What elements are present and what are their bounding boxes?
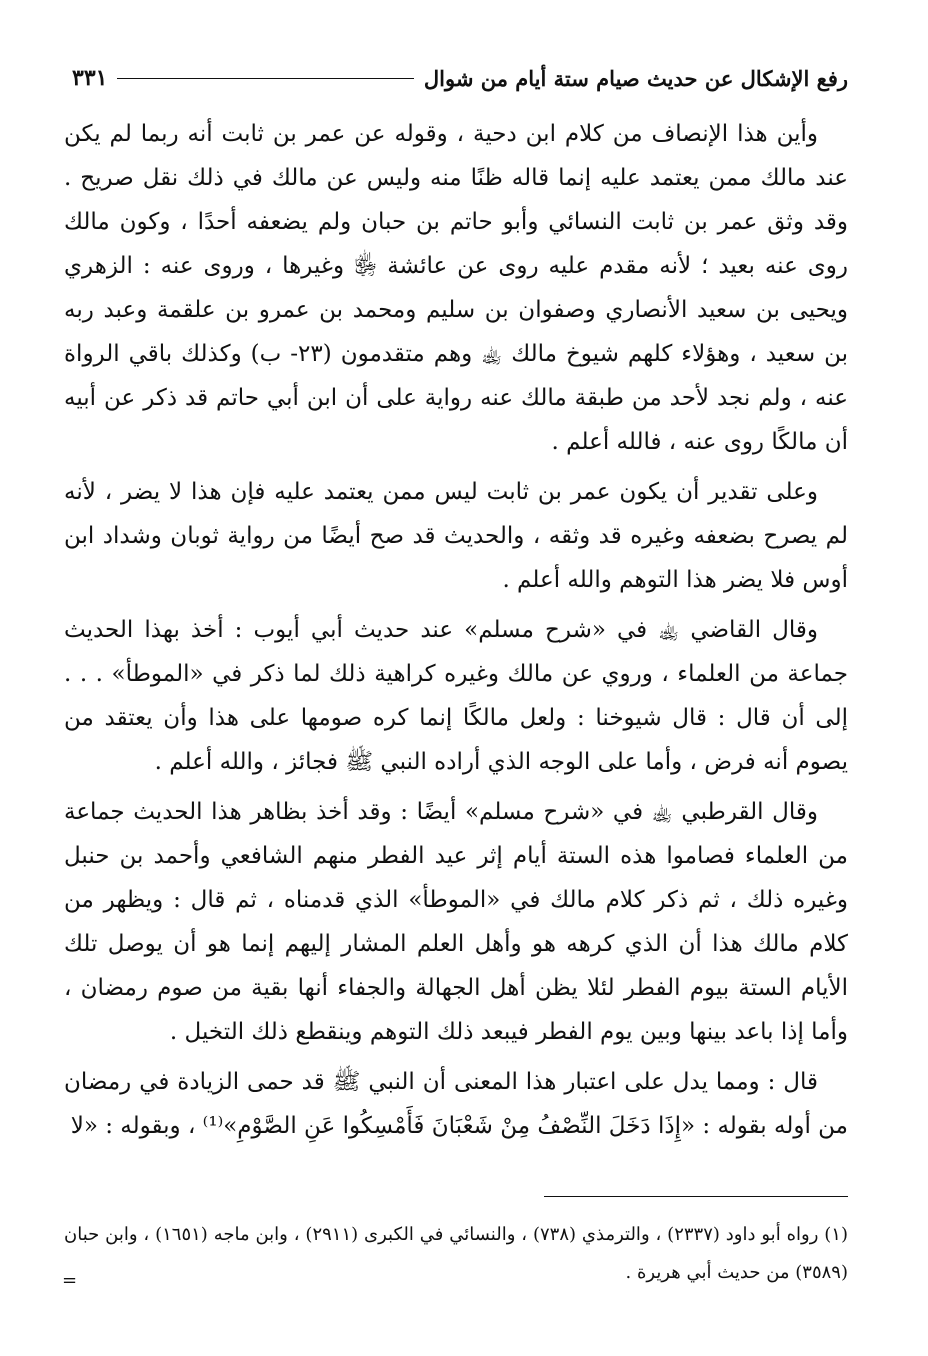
footnote-separator — [544, 1196, 848, 1197]
running-title: رفع الإشكال عن حديث صيام ستة أيام من شوال — [423, 65, 848, 91]
footnote: (١) رواه أبو داود (٢٣٣٧) ، والترمذي (٧٣٨) ، والنسائي في الكبرى (٢٩١١) ، وابن ماجه (١٦٥١) ، وابن حبان (٣٥٨٩) من حديث أبي هريرة . — [64, 1224, 848, 1283]
paragraph: وعلى تقدير أن يكون عمر بن ثابت ليس ممن يعتمد عليه فإن هذا لا يضر ، لأنه لم يصرح بضعفه وغيره قد وثقه ، والحديث قد صح أيضًا من رواية ثوبان وشداد ابن أوس فلا يضر هذا التوهم والله أعلم . — [64, 479, 848, 593]
paragraph: وأين هذا الإنصاف من كلام ابن دحية ، وقوله عن عمر بن ثابت أنه ربما لم يكن عند مالك ممن يعتمد عليه إنما قاله ظنًا منه وليس عن مالك في ذلك نقل صريح . وقد وثق عمر بن ثابت النسائي وأبو حاتم بن حبان ولم يضعفه أحدًا ، وكون مالك روى عنه بعيد ؛ لأنه مقدم عليه روى عن عائشة ﵂ وغيرها ، وروى عنه : الزهري ويحيى بن سعيد الأنصاري وصفوان بن سليم ومحمد بن عمرو بن علقمة وعبد ربه بن سعيد ، وهؤلاء كلهم شيوخ مالك ﵀ وهم متقدمون (٢٣- ب) وكذلك باقي الرواة عنه ، ولم نجد لأحد من طبقة مالك عنه رواية على أن ابن أبي حاتم قد ذكر عن أبيه أن مالكًا روى عنه ، فالله أعلم . — [64, 121, 848, 455]
page-header — [72, 60, 848, 96]
paragraph: قال : ومما يدل على اعتبار هذا المعنى أن النبي ﷺ قد حمى الزيادة في رمضان من أوله بقوله : «إِذَا دَخَلَ النِّصْفُ مِنْ شَعْبَانَ فَأَمْسِكُوا عَنِ الصَّوْمِ»⁽¹⁾ ، وبقوله : «لا — [64, 1069, 848, 1139]
page-number: ٣٣١ — [72, 65, 108, 91]
continuation-mark: = — [62, 1270, 78, 1291]
main-text — [64, 112, 848, 1192]
paragraph: وقال القاضي ﵀ في «شرح مسلم» عند حديث أبي أيوب : أخذ بهذا الحديث جماعة من العلماء ، وروي عن مالك وغيره كراهية ذلك لما ذكر في «الموطأ» . . . إلى أن قال : قال شيوخنا : ولعل مالكًا إنما كره صومها على هذا وأن يعتقد من يصوم أنه فرض ، وأما على الوجه الذي أراده النبي ﷺ فجائز ، والله أعلم . — [64, 617, 848, 775]
header-rule — [117, 78, 413, 79]
footnotes — [64, 1216, 848, 1316]
paragraph: وقال القرطبي ﵀ في «شرح مسلم» أيضًا : وقد أخذ بظاهر هذا الحديث جماعة من العلماء فصاموا هذه الستة أيام إثر عيد الفطر منهم الشافعي وأحمد بن حنبل وغيره ذلك ، ثم ذكر كلام مالك في «الموطأ» الذي قدمناه ، ثم قال : ويظهر من كلام مالك هذا أن الذي كرهه هو وأهل العلم المشار إليهم إنما هو أن يوصل تلك الأيام الستة بيوم الفطر لئلا يظن أهل الجهالة والجفاء أنها بقية من صوم رمضان ، وأما إذا باعد بينها وبين يوم الفطر فيبعد ذلك التوهم وينقطع ذلك التخيل . — [64, 799, 848, 1045]
